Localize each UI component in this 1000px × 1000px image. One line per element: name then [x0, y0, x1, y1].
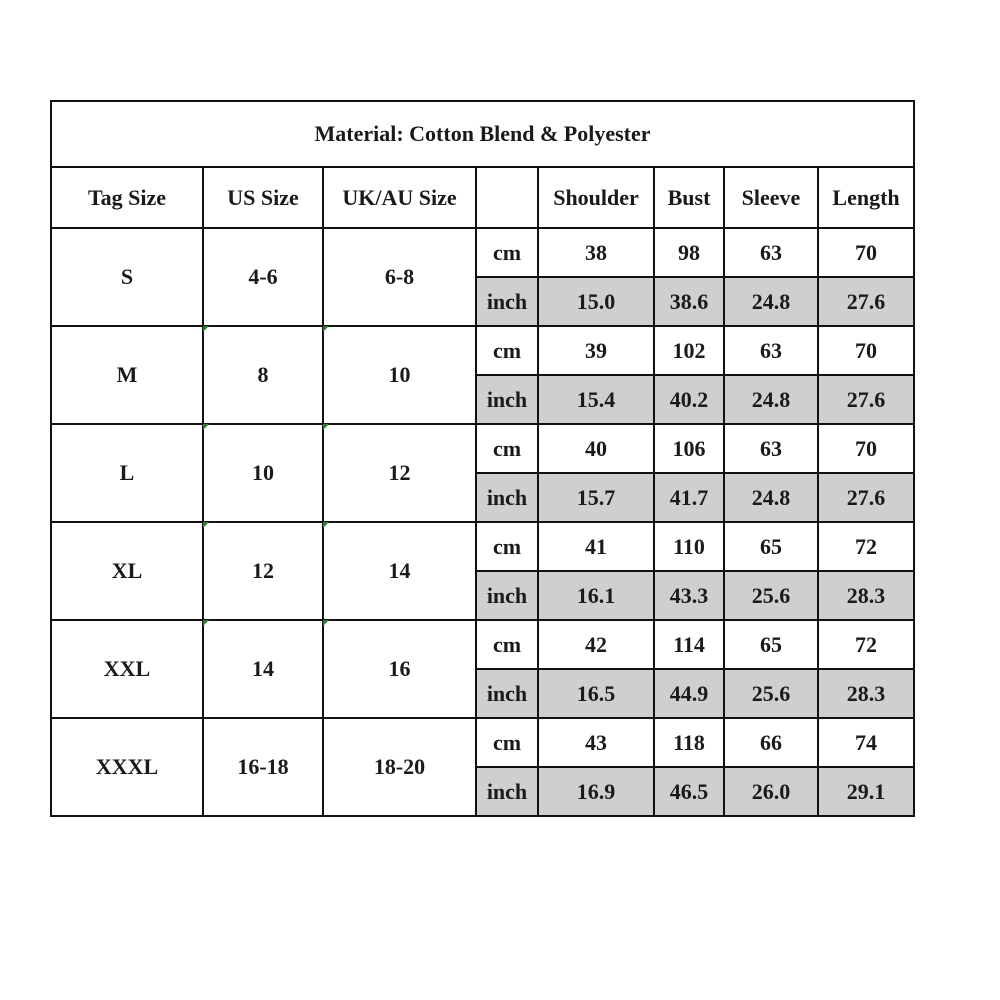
header-tag-size: Tag Size: [51, 167, 203, 228]
length-cm-cell: 70: [818, 424, 914, 473]
sleeve-cm-cell: 63: [724, 424, 818, 473]
uk-au-size-cell: [323, 424, 476, 522]
uk-au-size-cell: [323, 228, 476, 326]
cell-corner-marker: [203, 424, 209, 430]
sleeve-inch-cell: 24.8: [724, 473, 818, 522]
unit-cm-cell: cm: [476, 228, 538, 277]
bust-cm-cell: 114: [654, 620, 724, 669]
length-inch-cell: 29.1: [818, 767, 914, 816]
length-inch-cell: 27.6: [818, 277, 914, 326]
sleeve-inch-cell: 24.8: [724, 277, 818, 326]
uk-au-size-value: 12: [388, 460, 411, 485]
shoulder-cm-cell: 40: [538, 424, 654, 473]
cell-corner-marker: [323, 620, 329, 626]
unit-cm-cell: cm: [476, 522, 538, 571]
us-size-value: 16-18: [237, 754, 289, 779]
sleeve-cm-cell: 63: [724, 228, 818, 277]
length-cm-cell: 72: [818, 522, 914, 571]
length-inch-cell: 27.6: [818, 375, 914, 424]
uk-au-size-cell: [323, 620, 476, 718]
unit-cm-cell: cm: [476, 620, 538, 669]
size-row-l-cm: [51, 424, 914, 473]
unit-inch-cell: inch: [476, 277, 538, 326]
tag-size-cell: M: [51, 326, 203, 424]
uk-au-size-value: 10: [388, 362, 411, 387]
tag-size-cell: L: [51, 424, 203, 522]
unit-cm-cell: cm: [476, 424, 538, 473]
shoulder-cm-cell: 39: [538, 326, 654, 375]
chart-title: Material: Cotton Blend & Polyester: [51, 101, 914, 167]
uk-au-size-value: 18-20: [373, 754, 426, 779]
cell-corner-marker: [323, 522, 329, 528]
tag-size-cell: XXXL: [51, 718, 203, 816]
us-size-cell: [203, 620, 323, 718]
tag-size-cell: XL: [51, 522, 203, 620]
shoulder-cm-cell: 38: [538, 228, 654, 277]
header-shoulder: Shoulder: [538, 167, 654, 228]
sleeve-inch-cell: 26.0: [724, 767, 818, 816]
shoulder-cm-cell: 43: [538, 718, 654, 767]
header-length: Length: [818, 167, 914, 228]
size-row-xxl-cm: [51, 620, 914, 669]
sleeve-inch-cell: 25.6: [724, 571, 818, 620]
us-size-value: 4-6: [248, 264, 278, 289]
bust-cm-cell: 118: [654, 718, 724, 767]
size-row-xxxl-cm: [51, 718, 914, 767]
us-size-cell: [203, 718, 323, 816]
shoulder-inch-cell: 16.5: [538, 669, 654, 718]
length-inch-cell: 28.3: [818, 571, 914, 620]
unit-inch-cell: inch: [476, 375, 538, 424]
bust-inch-cell: 46.5: [654, 767, 724, 816]
us-size-value: 10: [252, 460, 274, 485]
sleeve-cm-cell: 63: [724, 326, 818, 375]
cell-corner-marker: [203, 522, 209, 528]
header-unit: [476, 167, 538, 228]
length-inch-cell: 28.3: [818, 669, 914, 718]
size-row-xl-cm: [51, 522, 914, 571]
sleeve-cm-cell: 66: [724, 718, 818, 767]
uk-au-size-cell: [323, 718, 476, 816]
length-cm-cell: 72: [818, 620, 914, 669]
shoulder-cm-cell: 42: [538, 620, 654, 669]
cell-corner-marker: [203, 326, 209, 332]
unit-inch-cell: inch: [476, 669, 538, 718]
uk-au-size-value: 6-8: [384, 264, 415, 289]
header-bust: Bust: [654, 167, 724, 228]
bust-inch-cell: 41.7: [654, 473, 724, 522]
bust-inch-cell: 40.2: [654, 375, 724, 424]
bust-cm-cell: 106: [654, 424, 724, 473]
unit-inch-cell: inch: [476, 571, 538, 620]
size-table-body: [51, 228, 914, 816]
tag-size-cell: XXL: [51, 620, 203, 718]
shoulder-inch-cell: 16.1: [538, 571, 654, 620]
us-size-value: 12: [252, 558, 274, 583]
bust-inch-cell: 44.9: [654, 669, 724, 718]
length-cm-cell: 74: [818, 718, 914, 767]
sleeve-cm-cell: 65: [724, 522, 818, 571]
unit-inch-cell: inch: [476, 473, 538, 522]
header-us-size: US Size: [203, 167, 323, 228]
tag-size-cell: S: [51, 228, 203, 326]
uk-au-size-value: 14: [388, 558, 411, 583]
header-sleeve: Sleeve: [724, 167, 818, 228]
bust-inch-cell: 43.3: [654, 571, 724, 620]
bust-cm-cell: 98: [654, 228, 724, 277]
us-size-cell: [203, 326, 323, 424]
us-size-value: 14: [252, 656, 274, 681]
cell-corner-marker: [323, 326, 329, 332]
size-row-m-cm: [51, 326, 914, 375]
uk-au-size-cell: [323, 326, 476, 424]
size-chart-table: [50, 100, 915, 817]
shoulder-inch-cell: 15.7: [538, 473, 654, 522]
us-size-cell: [203, 228, 323, 326]
sleeve-inch-cell: 25.6: [724, 669, 818, 718]
uk-au-size-cell: [323, 522, 476, 620]
length-inch-cell: 27.6: [818, 473, 914, 522]
bust-cm-cell: 110: [654, 522, 724, 571]
us-size-value: 8: [257, 362, 269, 387]
bust-cm-cell: 102: [654, 326, 724, 375]
sleeve-inch-cell: 24.8: [724, 375, 818, 424]
size-row-s-cm: [51, 228, 914, 277]
length-cm-cell: 70: [818, 228, 914, 277]
shoulder-inch-cell: 16.9: [538, 767, 654, 816]
sleeve-cm-cell: 65: [724, 620, 818, 669]
cell-corner-marker: [323, 424, 329, 430]
unit-cm-cell: cm: [476, 326, 538, 375]
bust-inch-cell: 38.6: [654, 277, 724, 326]
us-size-cell: [203, 522, 323, 620]
unit-inch-cell: inch: [476, 767, 538, 816]
shoulder-cm-cell: 41: [538, 522, 654, 571]
header-uk-au-size: UK/AU Size: [323, 167, 476, 228]
us-size-cell: [203, 424, 323, 522]
unit-cm-cell: cm: [476, 718, 538, 767]
shoulder-inch-cell: 15.0: [538, 277, 654, 326]
shoulder-inch-cell: 15.4: [538, 375, 654, 424]
uk-au-size-value: 16: [388, 656, 411, 681]
length-cm-cell: 70: [818, 326, 914, 375]
cell-corner-marker: [203, 620, 209, 626]
